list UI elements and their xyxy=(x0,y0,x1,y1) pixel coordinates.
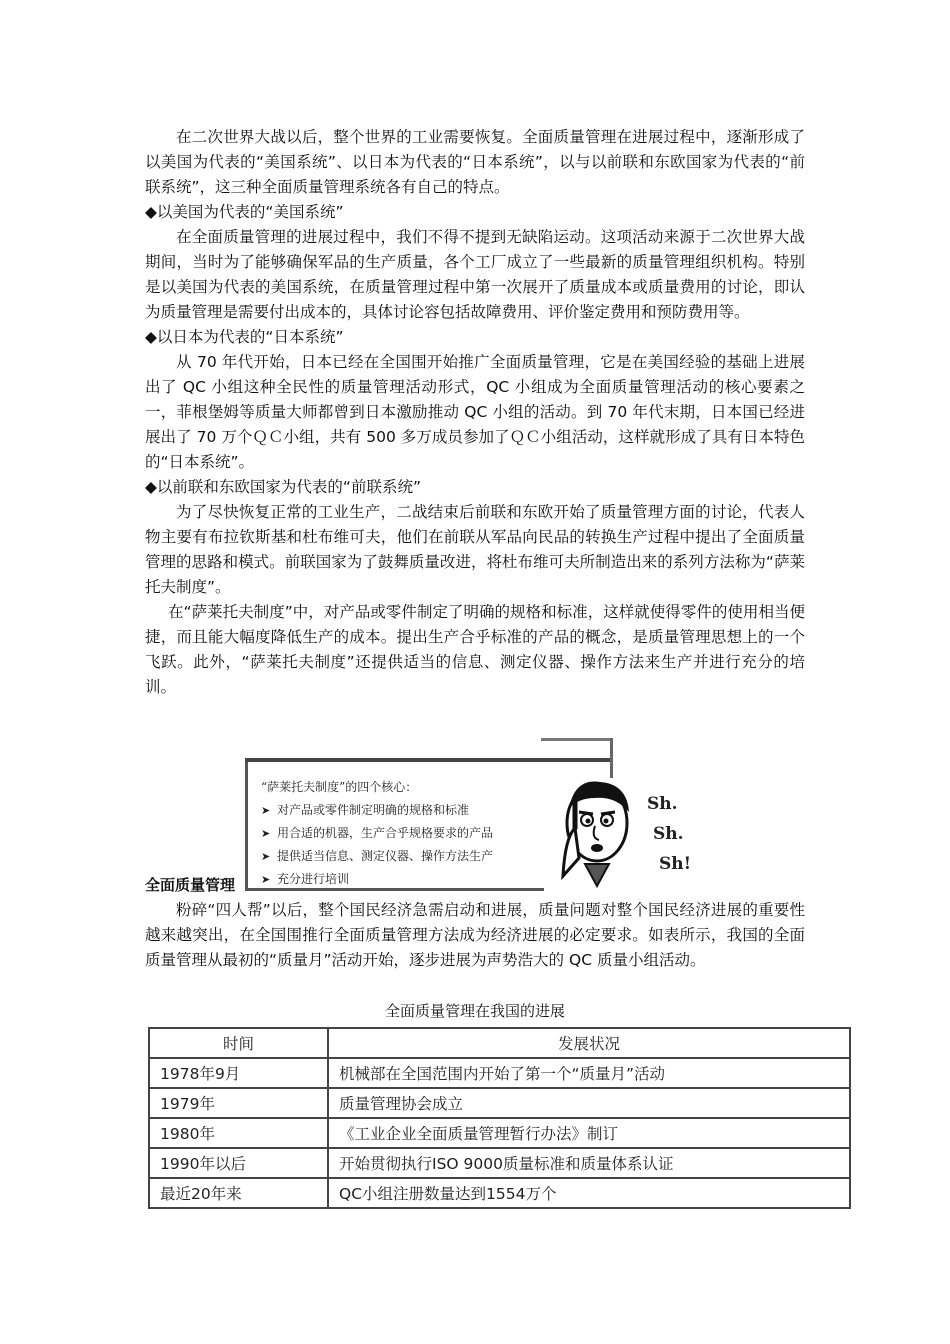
table-caption: 全面质量管理在我国的进展 xyxy=(384,1002,565,1020)
cell-time: 1990年以后 xyxy=(149,1148,328,1178)
table-row xyxy=(149,1118,850,1148)
figure-title: “萨莱托夫制度”的四个核心： xyxy=(261,780,418,794)
ussr-system-heading: ◆以前联和东欧国家为代表的“前联系统” xyxy=(145,478,421,496)
shushing-man-icon xyxy=(545,768,645,888)
arrow-icon: ➤ xyxy=(261,827,271,840)
figure-item-text: 用合适的机器，生产合乎规格要求的产品 xyxy=(277,826,494,840)
section-text xyxy=(145,898,805,973)
saratov-figure xyxy=(245,738,705,894)
cell-status: QC小组注册数量达到1554万个 xyxy=(328,1178,850,1208)
speech-text: Sh! xyxy=(659,854,692,874)
figure-item xyxy=(261,845,551,868)
figure-content xyxy=(261,776,551,891)
cell-status: 质量管理协会成立 xyxy=(328,1088,850,1118)
figure-item xyxy=(261,868,551,891)
figure-item-text: 充分进行培训 xyxy=(277,872,350,886)
figure-item xyxy=(261,799,551,822)
arrow-icon: ➤ xyxy=(261,804,271,817)
cell-status: 《工业企业全面质量管理暂行办法》制订 xyxy=(328,1118,850,1148)
table-header-row xyxy=(149,1028,850,1058)
cell-time: 1978年9月 xyxy=(149,1058,328,1088)
section-heading: 全面质量管理 xyxy=(145,876,236,894)
us-system-heading: ◆以美国为代表的“美国系统” xyxy=(145,203,344,221)
japan-system-heading: ◆以日本为代表的“日本系统” xyxy=(145,328,344,346)
figure-item-text: 提供适当信息、测定仪器、操作方法生产 xyxy=(277,849,494,863)
us-system-paragraph: 在全面质量管理的进展过程中，我们不得不提到无缺陷运动。这项活动来源于二次世界大战期间，当时为了能够确保军品的生产质量，各个工厂成立了一些最新的质量管理组织机构。特别是以美国为代表的美国系统，在质量管理过程中第一次展开了质量成本或质量费用的讨论，即认为质量管理是需要付出成本的，具体讨论容包括故障费用、评价鉴定费用和预防费用等。 xyxy=(145,228,805,321)
column-header-status: 发展状况 xyxy=(328,1028,850,1058)
figure-item xyxy=(261,822,551,845)
cell-time: 1980年 xyxy=(149,1118,328,1148)
table-row xyxy=(149,1088,850,1118)
table-row xyxy=(149,1178,850,1208)
speech-text: Sh. xyxy=(647,794,678,814)
speech-text: Sh. xyxy=(653,824,684,844)
main-text xyxy=(145,125,805,700)
column-header-time: 时间 xyxy=(149,1028,328,1058)
cell-time: 最近20年来 xyxy=(149,1178,328,1208)
arrow-icon: ➤ xyxy=(261,850,271,863)
arrow-icon: ➤ xyxy=(261,873,271,886)
cell-time: 1979年 xyxy=(149,1088,328,1118)
intro-paragraph: 在二次世界大战以后，整个世界的工业需要恢复。全面质量管理在进展过程中，逐渐形成了以美国为代表的“美国系统”、以日本为代表的“日本系统”，以与以前联和东欧国家为代表的“前联系统”，这三种全面质量管理系统各有自己的特点。 xyxy=(145,128,805,196)
section-paragraph: 粉碎“四人帮”以后，整个国民经济急需启动和进展，质量问题对整个国民经济进展的重要性越来越突出，在全国围推行全面质量管理方法成为经济进展的必定要求。如表所示，我国的全面质量管理从最初的“质量月”活动开始，逐步进展为声势浩大的 QC 质量小组活动。 xyxy=(145,901,805,969)
saratov-paragraph: 在“萨莱托夫制度”中，对产品或零件制定了明确的规格和标准，这样就使得零件的使用相当便捷，而且能大幅度降低生产的成本。提出生产合乎标准的产品的概念，是质量管理思想上的一个飞跃。此外，“萨莱托夫制度”还提供适当的信息、测定仪器、操作方法来生产并进行充分的培训。 xyxy=(145,603,805,696)
progress-table xyxy=(148,1027,851,1209)
figure-item-text: 对产品或零件制定明确的规格和标准 xyxy=(277,803,470,817)
cell-status: 开始贯彻执行ISO 9000质量标准和质量体系认证 xyxy=(328,1148,850,1178)
cell-status: 机械部在全国范围内开始了第一个“质量月”活动 xyxy=(328,1058,850,1088)
table-row xyxy=(149,1058,850,1088)
japan-system-paragraph: 从 70 年代开始，日本已经在全国围开始推广全面质量管理，它是在美国经验的基础上进展出了 QC 小组这种全民性的质量管理活动形式，QC 小组成为全面质量管理活动的核心要素之一，菲根堡姆等质量大师都曾到日本激励推动 QC 小组的活动。到 70 年代末期，日本国已经进展出了 70 万个ＱＣ小组，共有 500 多万成员参加了ＱＣ小组活动，这样就形成了具有日本特色的“日本系统”。 xyxy=(145,353,805,471)
figure-frame-line xyxy=(541,738,613,741)
table-row xyxy=(149,1148,850,1178)
ussr-system-paragraph: 为了尽快恢复正常的工业生产，二战结束后前联和东欧开始了质量管理方面的讨论，代表人物主要有布拉钦斯基和杜布维可夫，他们在前联从军品向民品的转换生产过程中提出了全面质量管理的思路和模式。前联国家为了鼓舞质量改进，将杜布维可夫所制造出来的系列方法称为“萨莱托夫制度”。 xyxy=(145,503,805,596)
